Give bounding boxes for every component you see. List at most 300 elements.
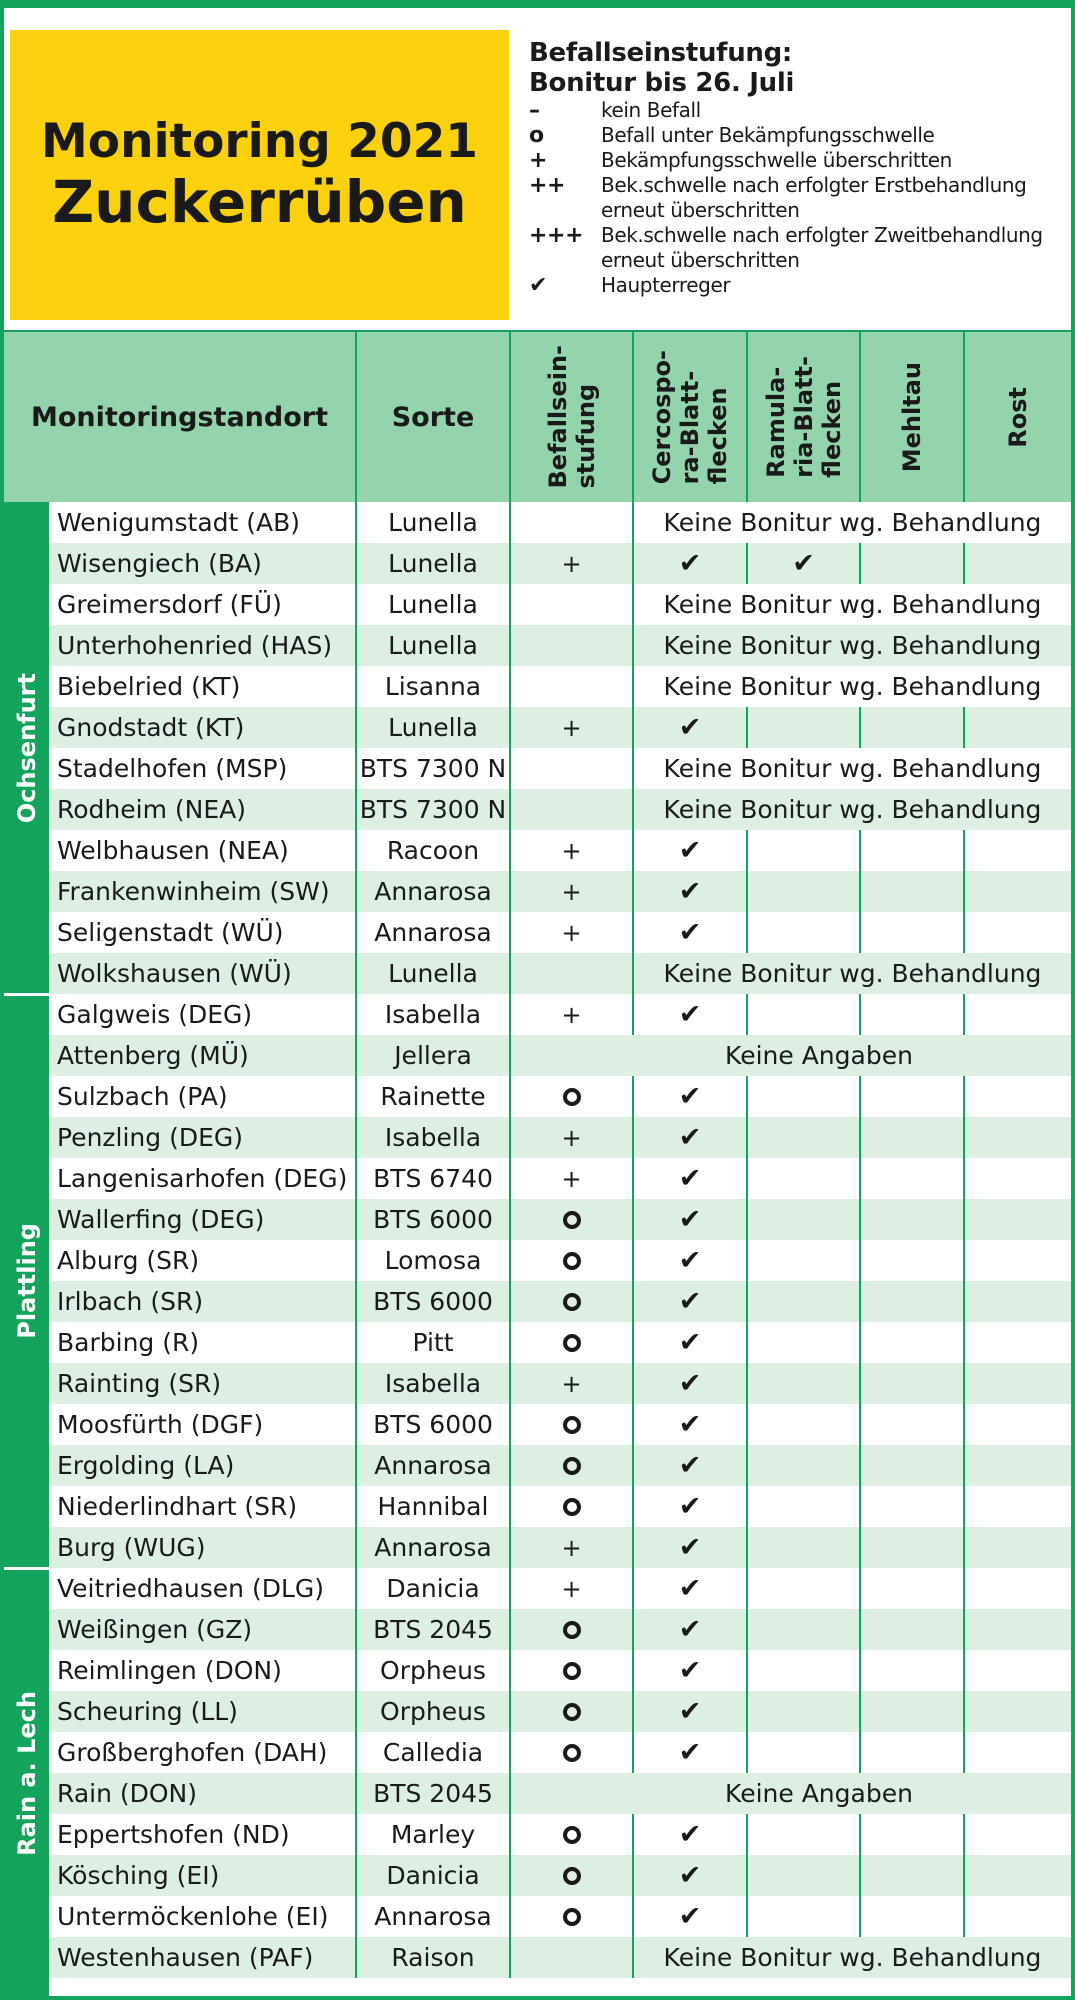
location-cell: Burg (WUG) (57, 1533, 206, 1562)
mehltau-cell (859, 1445, 963, 1486)
sorte-cell: Isabella (355, 1117, 509, 1158)
legend-heading-1: Befallseinstufung: (529, 38, 793, 68)
mehltau-cell (859, 1527, 963, 1568)
header (4, 8, 1071, 330)
cercospora-cell (632, 1363, 746, 1404)
cercospora-cell (632, 1322, 746, 1363)
check-icon: ✔ (678, 1327, 702, 1358)
check-icon: ✔ (678, 1081, 702, 1112)
sorte-cell: BTS 7300 N (355, 789, 509, 830)
table-row (4, 543, 1071, 584)
header-rost-text: Rost (1004, 386, 1032, 448)
legend-symbol: – (529, 98, 540, 123)
check-icon: ✔ (678, 1368, 702, 1399)
legend-text: Bekämpfungsschwelle überschritten (601, 148, 952, 172)
check-icon: ✔ (678, 1860, 702, 1891)
location-cell: Attenberg (MÜ) (57, 1041, 249, 1070)
ramularia-cell (746, 1896, 859, 1937)
header-ramularia (746, 332, 859, 502)
sorte-cell: Lomosa (355, 1240, 509, 1281)
befall-cell (509, 1322, 632, 1363)
location-cell: Wisengiech (BA) (57, 549, 262, 578)
table-row (4, 1404, 1071, 1445)
location-cell: Wallerfing (DEG) (57, 1205, 265, 1234)
check-icon: ✔ (678, 1737, 702, 1768)
sorte-cell: Hannibal (355, 1486, 509, 1527)
location-cell: Langenisarhofen (DEG) (57, 1164, 348, 1193)
table-row (4, 994, 1071, 1035)
cercospora-cell (632, 1404, 746, 1445)
mehltau-cell (859, 1650, 963, 1691)
ramularia-cell (746, 1814, 859, 1855)
rost-cell (963, 1281, 1071, 1322)
table-row (4, 1322, 1071, 1363)
table-row (4, 871, 1071, 912)
title-line-1: Monitoring 2021 (41, 113, 478, 169)
table-row (4, 1773, 1071, 1814)
check-icon: ✔ (678, 1491, 702, 1522)
sorte-cell: Lunella (355, 625, 509, 666)
header-ramularia-text: Ramula- ria-Blatt- flecken (761, 356, 846, 478)
check-icon: ✔ (678, 876, 702, 907)
table-row (4, 1240, 1071, 1281)
location-cell: Wenigumstadt (AB) (57, 508, 301, 537)
sorte-cell: Isabella (355, 1363, 509, 1404)
table-row (4, 748, 1071, 789)
region-plattling (4, 994, 49, 1568)
mehltau-cell (859, 1814, 963, 1855)
mehltau-cell (859, 1117, 963, 1158)
befall-cell: + (509, 1158, 632, 1199)
table-row (4, 1486, 1071, 1527)
below-threshold-icon (563, 1416, 581, 1434)
ramularia-cell (746, 1609, 859, 1650)
befall-cell (509, 1404, 632, 1445)
rost-cell (963, 1650, 1071, 1691)
sorte-cell: Annarosa (355, 1527, 509, 1568)
befall-cell (509, 584, 632, 625)
cercospora-cell (632, 1199, 746, 1240)
ramularia-cell (746, 1158, 859, 1199)
table-row (4, 625, 1071, 666)
legend-symbol: o (529, 123, 544, 148)
region-label: Plattling (12, 1223, 41, 1339)
table-row (4, 1035, 1071, 1076)
sorte-cell: BTS 6000 (355, 1281, 509, 1322)
rost-cell (963, 1076, 1071, 1117)
befall-cell: + (509, 912, 632, 953)
legend-symbol: + (529, 148, 548, 173)
mehltau-cell (859, 1281, 963, 1322)
location-cell: Moosfürth (DGF) (57, 1410, 264, 1439)
header-mehltau-text: Mehltau (898, 361, 926, 473)
check-icon: ✔ (678, 1122, 702, 1153)
sorte-cell: Lunella (355, 707, 509, 748)
title-box (10, 30, 509, 320)
region-label: Rain a. Lech (12, 1690, 41, 1856)
location-cell: Galgweis (DEG) (57, 1000, 253, 1029)
header-befall (509, 332, 632, 502)
sorte-cell: BTS 6000 (355, 1199, 509, 1240)
befall-cell: + (509, 1527, 632, 1568)
cercospora-cell (632, 1814, 746, 1855)
sorte-cell: Racoon (355, 830, 509, 871)
table-row (4, 1281, 1071, 1322)
below-threshold-icon (563, 1662, 581, 1680)
check-icon: ✔ (678, 917, 702, 948)
below-threshold-icon (563, 1252, 581, 1270)
sorte-cell: Orpheus (355, 1650, 509, 1691)
sorte-cell: Annarosa (355, 912, 509, 953)
location-cell: Penzling (DEG) (57, 1123, 244, 1152)
location-cell: Biebelried (KT) (57, 672, 241, 701)
check-icon: ✔ (678, 1819, 702, 1850)
rost-cell (963, 1609, 1071, 1650)
befall-cell (509, 789, 632, 830)
location-cell: Weißingen (GZ) (57, 1615, 253, 1644)
mehltau-cell (859, 707, 963, 748)
sorte-cell: Orpheus (355, 1691, 509, 1732)
cercospora-cell (632, 1117, 746, 1158)
legend-item (529, 223, 1069, 273)
ramularia-cell (746, 1691, 859, 1732)
legend-symbol: ✔ (529, 273, 548, 298)
header-cercospora-text: Cercospo- ra-Blatt- flecken (648, 349, 732, 485)
table-row (4, 953, 1071, 994)
cercospora-cell (632, 1240, 746, 1281)
table-row (4, 1568, 1071, 1609)
legend-item (529, 148, 1069, 173)
sorte-cell: Lunella (355, 543, 509, 584)
sorte-cell: Annarosa (355, 871, 509, 912)
check-icon: ✔ (678, 1573, 702, 1604)
ramularia-cell (746, 1445, 859, 1486)
rost-cell (963, 871, 1071, 912)
header-cercospora (632, 332, 746, 502)
header-befall-text: Befallsein- stufung (543, 345, 600, 489)
mehltau-cell (859, 994, 963, 1035)
sorte-cell: Raison (355, 1937, 509, 1978)
befall-cell (509, 1937, 632, 1978)
region-ochsenfurt (4, 502, 49, 994)
location-cell: Irlbach (SR) (57, 1287, 204, 1316)
cercospora-cell (632, 830, 746, 871)
ramularia-cell (746, 1117, 859, 1158)
mehltau-cell (859, 1322, 963, 1363)
mehltau-cell (859, 1855, 963, 1896)
check-icon: ✔ (678, 1286, 702, 1317)
legend-item (529, 98, 1069, 123)
below-threshold-icon (563, 1088, 581, 1106)
table-row (4, 912, 1071, 953)
location-cell: Barbing (R) (57, 1328, 200, 1357)
ramularia-cell (746, 1076, 859, 1117)
below-threshold-icon (563, 1703, 581, 1721)
legend-symbol: +++ (529, 223, 584, 248)
mehltau-cell (859, 1363, 963, 1404)
mehltau-cell (859, 1609, 963, 1650)
table-row (4, 1199, 1071, 1240)
cercospora-cell (632, 1445, 746, 1486)
sorte-cell: Isabella (355, 994, 509, 1035)
check-icon: ✔ (678, 1901, 702, 1932)
below-threshold-icon (563, 1457, 581, 1475)
check-icon: ✔ (678, 1163, 702, 1194)
note-cell: Keine Bonitur wg. Behandlung (632, 1937, 1071, 1978)
rost-cell (963, 1117, 1071, 1158)
note-cell: Keine Bonitur wg. Behandlung (632, 953, 1071, 994)
monitoring-table (4, 330, 1071, 1996)
location-cell: Veitriedhausen (DLG) (57, 1574, 325, 1603)
sorte-cell: BTS 6000 (355, 1404, 509, 1445)
location-cell: Alburg (SR) (57, 1246, 200, 1275)
note-cell: Keine Angaben (509, 1773, 1071, 1814)
note-cell: Keine Bonitur wg. Behandlung (632, 502, 1071, 543)
check-icon: ✔ (678, 1532, 702, 1563)
ramularia-cell (746, 1650, 859, 1691)
table-row (4, 1117, 1071, 1158)
ramularia-cell (746, 1732, 859, 1773)
location-cell: Frankenwinheim (SW) (57, 877, 330, 906)
befall-cell: + (509, 1117, 632, 1158)
table-row (4, 1691, 1071, 1732)
cercospora-cell (632, 1650, 746, 1691)
check-icon: ✔ (678, 999, 702, 1030)
cercospora-cell (632, 1486, 746, 1527)
befall-cell: + (509, 707, 632, 748)
rost-cell (963, 1896, 1071, 1937)
sorte-cell: Pitt (355, 1322, 509, 1363)
table-row (4, 1445, 1071, 1486)
cercospora-cell (632, 1855, 746, 1896)
location-cell: Eppertshofen (ND) (57, 1820, 290, 1849)
mehltau-cell (859, 1486, 963, 1527)
sorte-cell: BTS 2045 (355, 1773, 509, 1814)
legend-item (529, 173, 1069, 223)
rost-cell (963, 1732, 1071, 1773)
table-header (4, 330, 1071, 502)
table-row (4, 1732, 1071, 1773)
befall-cell (509, 1855, 632, 1896)
table-row (4, 1855, 1071, 1896)
note-cell: Keine Bonitur wg. Behandlung (632, 666, 1071, 707)
mehltau-cell (859, 1568, 963, 1609)
sorte-cell: Marley (355, 1814, 509, 1855)
legend-item (529, 273, 1069, 298)
sorte-cell: BTS 7300 N (355, 748, 509, 789)
mehltau-cell (859, 1076, 963, 1117)
mehltau-cell (859, 1691, 963, 1732)
rost-cell (963, 1568, 1071, 1609)
ramularia-cell (746, 543, 859, 584)
below-threshold-icon (563, 1826, 581, 1844)
check-icon: ✔ (678, 1614, 702, 1645)
below-threshold-icon (563, 1293, 581, 1311)
cercospora-cell (632, 543, 746, 584)
region-label: Ochsenfurt (12, 672, 41, 824)
ramularia-cell (746, 871, 859, 912)
ramularia-cell (746, 1240, 859, 1281)
cercospora-cell (632, 1281, 746, 1322)
location-cell: Kösching (EI) (57, 1861, 220, 1890)
table-row (4, 666, 1071, 707)
header-mehltau (859, 332, 963, 502)
rost-cell (963, 1322, 1071, 1363)
cercospora-cell (632, 1691, 746, 1732)
note-cell: Keine Angaben (509, 1035, 1071, 1076)
ramularia-cell (746, 1281, 859, 1322)
sorte-cell: BTS 2045 (355, 1609, 509, 1650)
befall-cell: + (509, 1568, 632, 1609)
rost-cell (963, 1363, 1071, 1404)
table-row (4, 502, 1071, 543)
table-row (4, 1650, 1071, 1691)
check-icon: ✔ (792, 548, 815, 579)
location-cell: Rain (DON) (57, 1779, 198, 1808)
location-cell: Seligenstadt (WÜ) (57, 918, 284, 947)
befall-cell (509, 1732, 632, 1773)
table-row (4, 1609, 1071, 1650)
ramularia-cell (746, 912, 859, 953)
check-icon: ✔ (678, 1204, 702, 1235)
cercospora-cell (632, 994, 746, 1035)
sorte-cell: Jellera (355, 1035, 509, 1076)
mehltau-cell (859, 1896, 963, 1937)
table-row (4, 789, 1071, 830)
ramularia-cell (746, 1486, 859, 1527)
rost-cell (963, 1855, 1071, 1896)
location-cell: Rainting (SR) (57, 1369, 222, 1398)
cercospora-cell (632, 1609, 746, 1650)
befall-cell (509, 953, 632, 994)
below-threshold-icon (563, 1621, 581, 1639)
ramularia-cell (746, 1363, 859, 1404)
location-cell: Reimlingen (DON) (57, 1656, 282, 1685)
mehltau-cell (859, 1240, 963, 1281)
legend (529, 38, 1069, 298)
below-threshold-icon (563, 1908, 581, 1926)
location-cell: Sulzbach (PA) (57, 1082, 228, 1111)
befall-cell (509, 1896, 632, 1937)
befall-cell (509, 502, 632, 543)
location-cell: Welbhausen (NEA) (57, 836, 289, 865)
legend-item (529, 123, 1069, 148)
check-icon: ✔ (678, 1696, 702, 1727)
location-cell: Ergolding (LA) (57, 1451, 235, 1480)
mehltau-cell (859, 871, 963, 912)
mehltau-cell (859, 1158, 963, 1199)
title-line-2: Zuckerrüben (52, 167, 467, 236)
befall-cell (509, 1281, 632, 1322)
location-cell: Niederlindhart (SR) (57, 1492, 298, 1521)
mehltau-cell (859, 912, 963, 953)
table-row (4, 1158, 1071, 1199)
sorte-cell: Lunella (355, 502, 509, 543)
befall-cell: + (509, 994, 632, 1035)
location-cell: Stadelhofen (MSP) (57, 754, 288, 783)
cercospora-cell (632, 1568, 746, 1609)
ramularia-cell (746, 707, 859, 748)
sorte-cell: Lisanna (355, 666, 509, 707)
check-icon: ✔ (678, 712, 702, 743)
legend-heading-2: Bonitur bis 26. Juli (529, 68, 795, 98)
rost-cell (963, 1814, 1071, 1855)
cercospora-cell (632, 912, 746, 953)
rost-cell (963, 1691, 1071, 1732)
rost-cell (963, 1527, 1071, 1568)
sorte-cell: Lunella (355, 584, 509, 625)
ramularia-cell (746, 830, 859, 871)
befall-cell: + (509, 830, 632, 871)
legend-text: kein Befall (601, 98, 701, 122)
cercospora-cell (632, 1076, 746, 1117)
legend-text: Haupterreger (601, 273, 731, 297)
sorte-cell: Danicia (355, 1855, 509, 1896)
region-column (4, 502, 49, 1996)
cercospora-cell (632, 707, 746, 748)
mehltau-cell (859, 1404, 963, 1445)
rost-cell (963, 912, 1071, 953)
location-cell: Westenhausen (PAF) (57, 1943, 314, 1972)
location-cell: Unterhohenried (HAS) (57, 631, 333, 660)
ramularia-cell (746, 1855, 859, 1896)
ramularia-cell (746, 1322, 859, 1363)
below-threshold-icon (563, 1334, 581, 1352)
check-icon: ✔ (678, 1450, 702, 1481)
mehltau-cell (859, 1732, 963, 1773)
mehltau-cell (859, 830, 963, 871)
befall-cell (509, 1445, 632, 1486)
sorte-cell: BTS 6740 (355, 1158, 509, 1199)
befall-cell (509, 1240, 632, 1281)
below-threshold-icon (563, 1867, 581, 1885)
befall-cell (509, 1650, 632, 1691)
check-icon: ✔ (678, 1245, 702, 1276)
rost-cell (963, 1199, 1071, 1240)
rost-cell (963, 994, 1071, 1035)
befall-cell (509, 625, 632, 666)
rost-cell (963, 1240, 1071, 1281)
below-threshold-icon (563, 1744, 581, 1762)
sorte-cell: Annarosa (355, 1896, 509, 1937)
sorte-cell: Calledia (355, 1732, 509, 1773)
ramularia-cell (746, 1568, 859, 1609)
cercospora-cell (632, 1527, 746, 1568)
befall-cell: + (509, 871, 632, 912)
legend-text: Bek.schwelle nach erfolgter Zweitbehandlung erneut überschritten (601, 223, 1043, 272)
table-row (4, 1363, 1071, 1404)
befall-cell (509, 666, 632, 707)
table-row (4, 1814, 1071, 1855)
sorte-cell: Annarosa (355, 1445, 509, 1486)
rost-cell (963, 1445, 1071, 1486)
table-row (4, 1937, 1071, 1978)
check-icon: ✔ (678, 1409, 702, 1440)
befall-cell (509, 1691, 632, 1732)
location-cell: Großberghofen (DAH) (57, 1738, 328, 1767)
table-row (4, 707, 1071, 748)
location-cell: Scheuring (LL) (57, 1697, 238, 1726)
legend-text: Befall unter Bekämpfungsschwelle (601, 123, 935, 147)
befall-cell: + (509, 1363, 632, 1404)
mehltau-cell (859, 543, 963, 584)
sorte-cell: Lunella (355, 953, 509, 994)
rost-cell (963, 830, 1071, 871)
check-icon: ✔ (678, 548, 702, 579)
table-row (4, 584, 1071, 625)
check-icon: ✔ (678, 835, 702, 866)
note-cell: Keine Bonitur wg. Behandlung (632, 584, 1071, 625)
